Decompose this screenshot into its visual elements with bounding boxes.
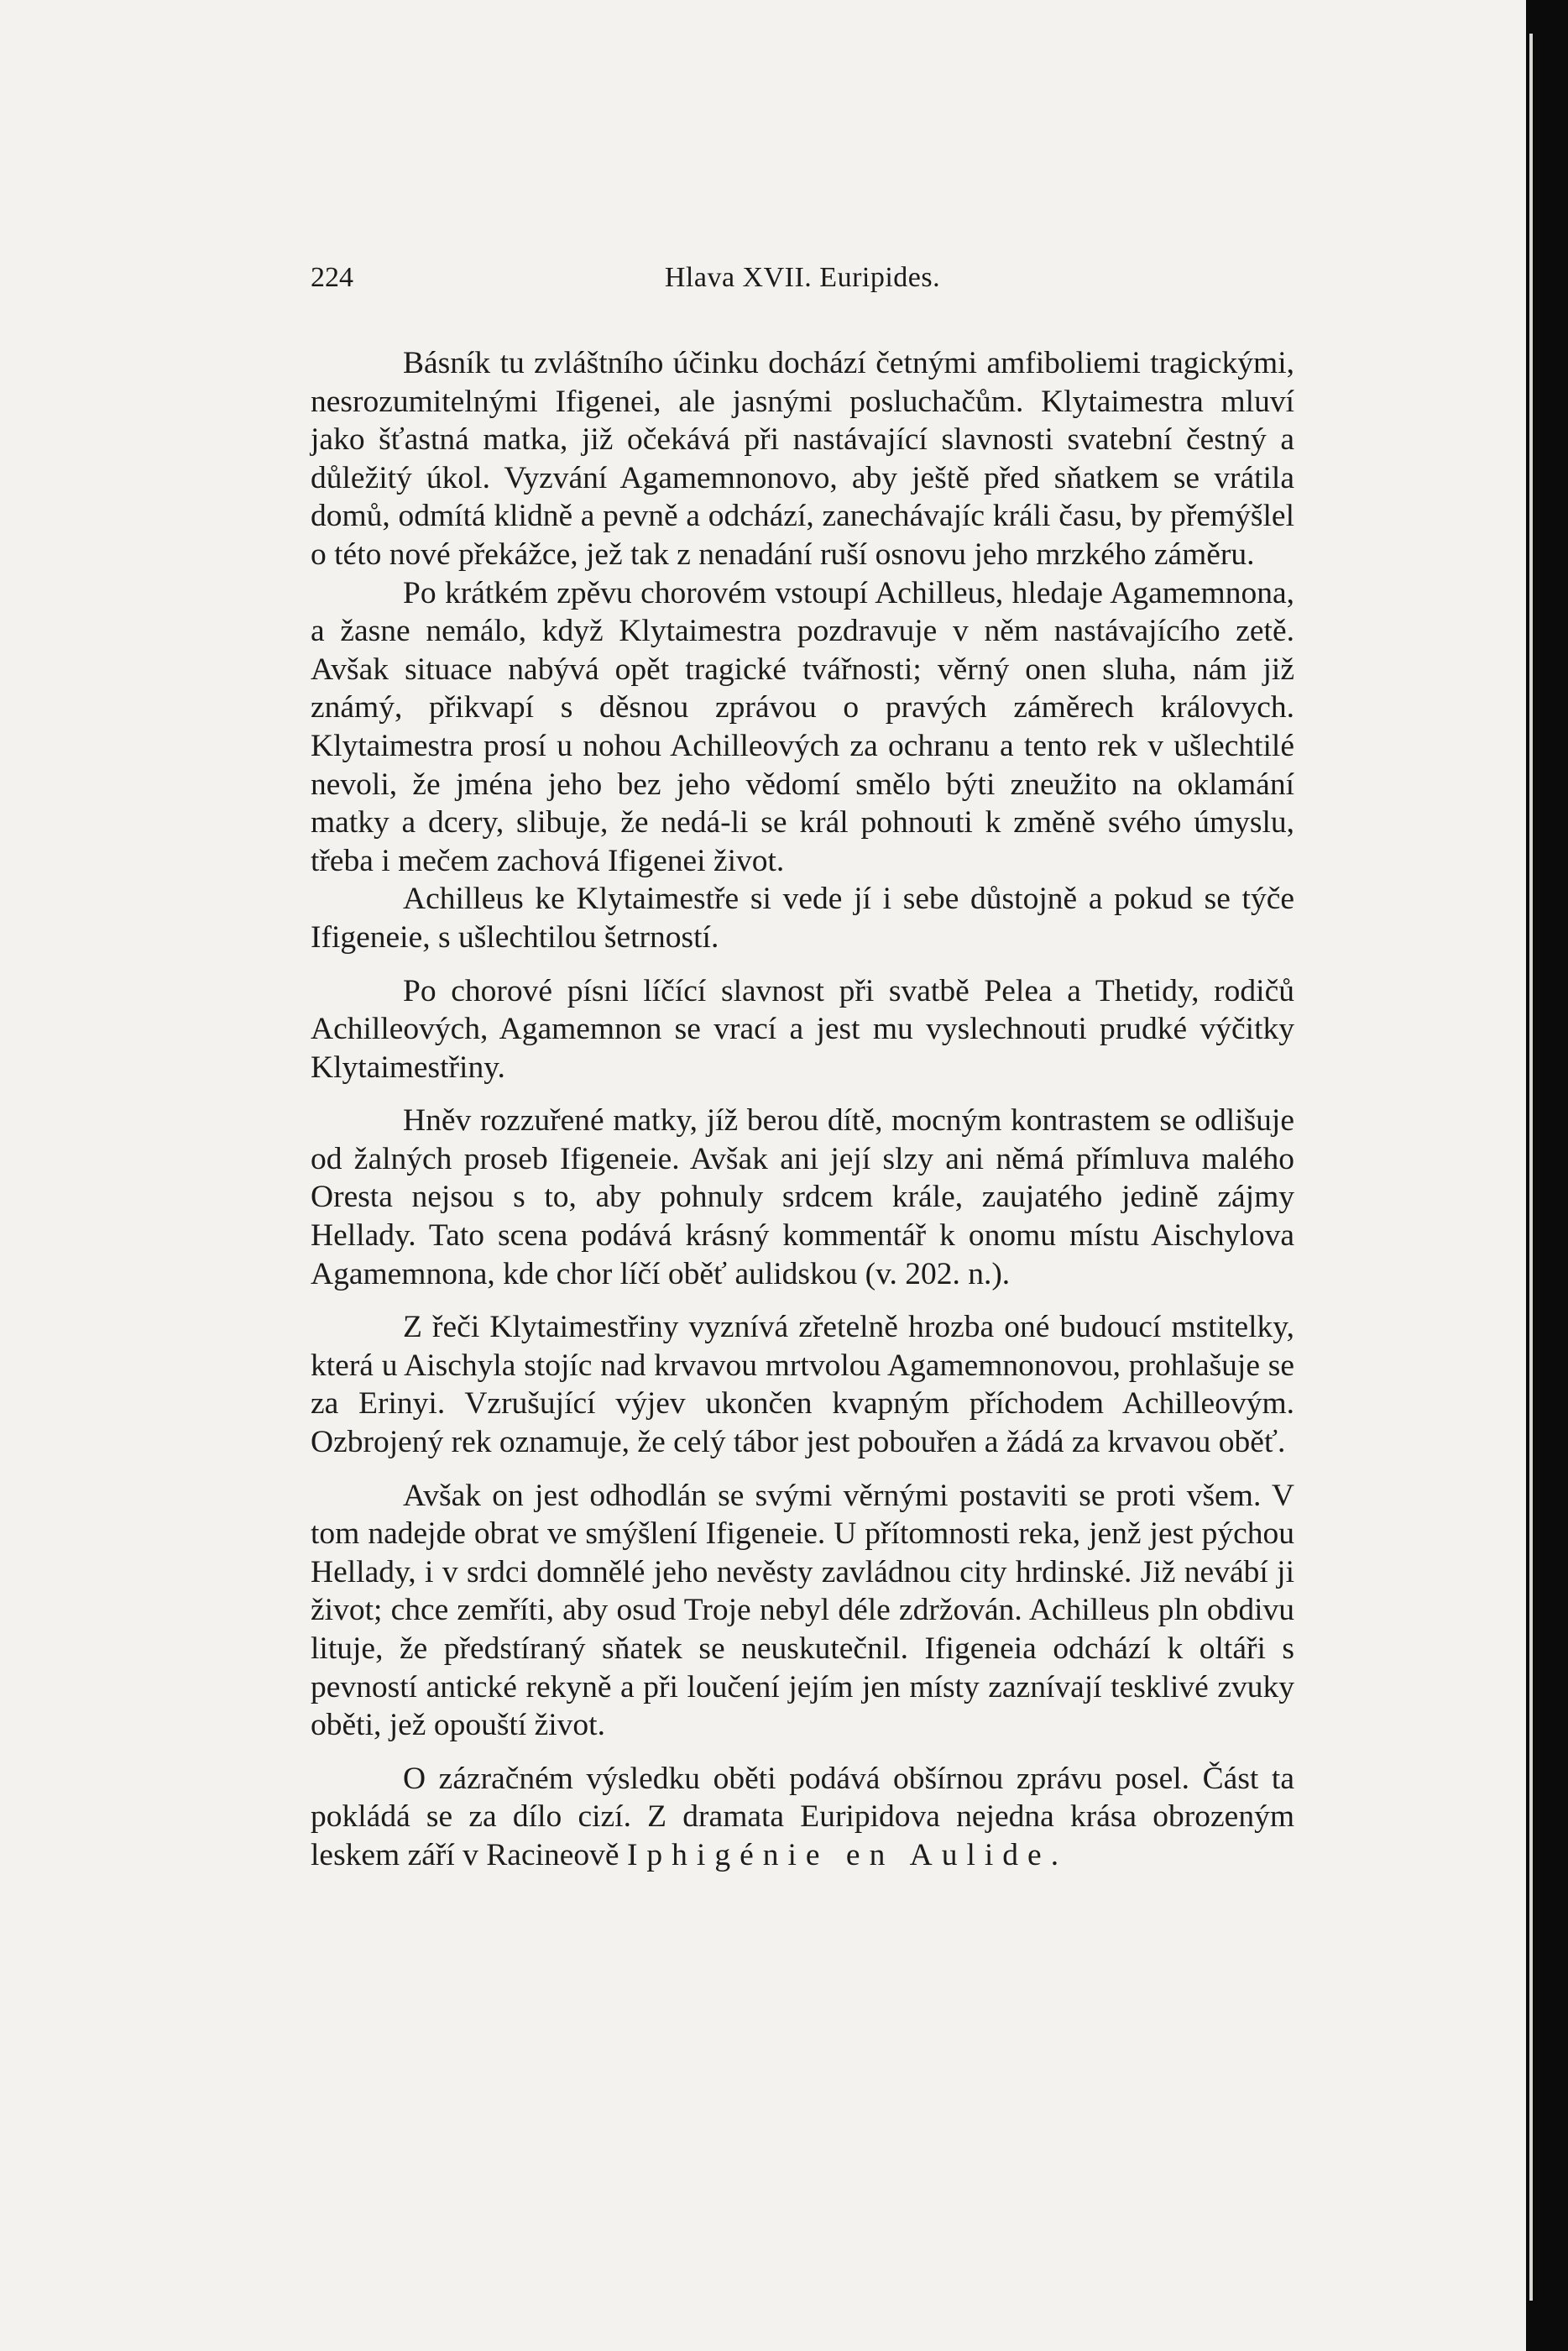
final-paragraph xyxy=(311,1760,1294,1875)
final-period: . xyxy=(1050,1837,1059,1872)
paragraph: Achilleus ke Klytaimestře si vede jí i sebe důstojně a pokud se týče Ifigeneie, s ušlechtilou šetrností. xyxy=(311,882,1294,955)
final-paragraph-text: O zázračném výsledku oběti podává obšírnou zprávu posel. Část ta pokládá se za dílo cizí. Z dramata Euripidova nejedna krása obrozeným leskem září v Racineově xyxy=(311,1761,1294,1872)
spaced-title: Iphigénie en Aulide xyxy=(626,1837,1051,1872)
paragraph: Básník tu zvláštního účinku dochází četnými amfiboliemi tragickými, nesrozumitelnými Ifigenei, ale jasnými posluchačům. Klytaimestra mluví jako šťastná matka, již očekává při nastávající slavnosti svatební čestný a důležitý úkol. Vyzvání Agamemnonovo, aby ještě před sňatkem se vrátila domů, odmítá klidně a pevně a odchází, zanechávajíc králi času, by přemýšlel o této nové překážce, jež tak z nenadání ruší osnovu jeho mrzkého záměru. xyxy=(311,346,1294,572)
paragraph: Avšak on jest odhodlán se svými věrnými postaviti se proti všem. V tom nadejde obrat ve smýšlení Ifigeneie. U přítomnosti reka, jenž jest pýchou Hellady, i v srdci domnělé jeho nevěsty zavládnou city hrdinské. Již nevábí ji život; chce zemříti, aby osud Troje nebyl déle zdržován. Achilleus pln obdivu lituje, že předstíraný sňatek se neuskutečnil. Ifigeneia odchází k oltáři s pevností antické rekyně a při loučení jejím jen místy zaznívají tesklivé zvuky oběti, jež opouští život. xyxy=(311,1478,1294,1743)
paragraph: Hněv rozzuřené matky, jíž berou dítě, mocným kontrastem se odlišuje od žalných proseb Ifigeneie. Avšak ani její slzy ani němá přímluva malého Oresta nejsou s to, aby pohnuly srdcem krále, zaujatého jedině zájmy Hellady. Tato scena podává krásný kommentář k onomu místu Aischylova Agamemnona, kde chor líčí oběť aulidskou (v. 202. n.). xyxy=(311,1103,1294,1291)
running-head: Hlava XVII. Euripides. xyxy=(664,262,941,293)
page-header xyxy=(311,262,1294,312)
paragraph: Z řeči Klytaimestřiny vyznívá zřetelně hrozba oné budoucí mstitelky, která u Aischyla stojíc nad krvavou mrtvolou Agamemnonovou, prohlašuje se za Erinyi. Vzrušující výjev ukončen kvapným příchodem Achilleovým. Ozbrojený rek oznamuje, že celý tábor jest pobouřen a žádá za krvavou oběť. xyxy=(311,1310,1294,1460)
paragraph: Po krátkém zpěvu chorovém vstoupí Achilleus, hledaje Agamemnona, a žasne nemálo, když Klytaimestra pozdravuje v něm nastávajícího zetě. Avšak situace nabývá opět tragické tvářnosti; věrný onen sluha, nám již známý, přikvapí s děsnou zprávou o pravých záměrech královych. Klytaimestra prosí u nohou Achilleových za ochranu a tento rek v ušlechtilé nevoli, že jména jeho bez jeho vědomí smělo býti zneužito na oklamání matky a dcery, slibuje, že nedá-li se král pohnouti k změně svého úmyslu, třeba i mečem zachová Ifigenei život. xyxy=(311,575,1294,878)
adjacent-page-edge xyxy=(1529,34,1533,2301)
body-text xyxy=(311,344,1294,1875)
page-number: 224 xyxy=(311,262,353,293)
paragraph: Po chorové písni líčící slavnost při svatbě Pelea a Thetidy, rodičů Achilleových, Agamemnon se vrací a jest mu vyslechnouti prudké výčitky Klytaimestřiny. xyxy=(311,973,1294,1085)
